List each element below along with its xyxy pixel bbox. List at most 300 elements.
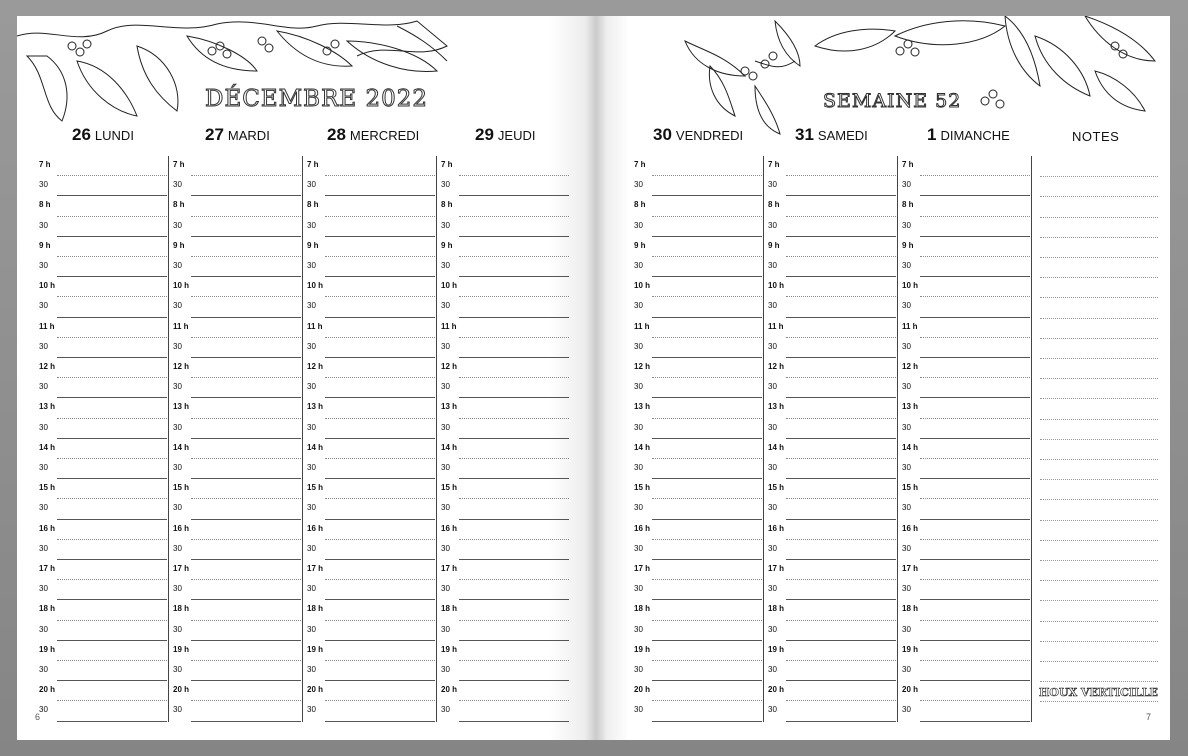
time-slot[interactable]	[35, 176, 169, 196]
time-label: 30	[173, 503, 182, 513]
time-label: 18 h	[173, 604, 190, 614]
time-slot[interactable]	[303, 419, 437, 439]
time-slot[interactable]	[303, 479, 437, 499]
time-slot[interactable]	[437, 479, 571, 499]
time-slot[interactable]	[35, 378, 169, 398]
time-slot[interactable]	[898, 580, 1032, 600]
time-slot[interactable]	[437, 560, 571, 580]
time-slot[interactable]	[169, 459, 303, 479]
time-slot[interactable]	[764, 499, 898, 519]
time-slot[interactable]	[437, 580, 571, 600]
time-slot[interactable]	[303, 459, 437, 479]
time-label: 12 h	[634, 362, 651, 371]
time-label: 30	[173, 180, 182, 190]
time-slot[interactable]	[437, 237, 571, 257]
time-label: 14 h	[768, 442, 785, 452]
time-slot[interactable]	[169, 681, 303, 701]
time-label: 13 h	[441, 402, 458, 412]
time-slot[interactable]	[35, 600, 169, 620]
time-slot[interactable]	[169, 621, 303, 641]
time-slot[interactable]	[169, 439, 303, 459]
time-slot[interactable]	[437, 297, 571, 317]
notes-area[interactable]	[1040, 156, 1158, 722]
time-label: 30	[902, 624, 911, 634]
notes-line	[1040, 358, 1158, 359]
notes-line	[1040, 459, 1158, 460]
time-label: 30	[173, 584, 182, 594]
time-label: 30	[39, 463, 48, 472]
time-slot[interactable]	[303, 560, 437, 580]
time-slot[interactable]	[35, 520, 169, 540]
time-slot[interactable]	[630, 600, 764, 620]
time-slot[interactable]	[630, 439, 764, 459]
time-slot[interactable]	[35, 419, 169, 439]
time-slot[interactable]	[764, 358, 898, 378]
time-label: 30	[307, 180, 316, 190]
time-label: 30	[634, 665, 643, 674]
time-label: 10 h	[768, 281, 785, 291]
time-slot[interactable]	[764, 520, 898, 540]
writing-line	[459, 721, 569, 722]
time-label: 14 h	[173, 442, 190, 452]
time-slot[interactable]	[303, 681, 437, 701]
time-label: 30	[634, 503, 643, 513]
time-slot[interactable]	[630, 358, 764, 378]
time-label: 30	[173, 463, 182, 472]
time-slot[interactable]	[764, 621, 898, 641]
notes-line	[1040, 701, 1158, 702]
time-label: 30	[173, 301, 182, 311]
time-slot[interactable]	[898, 439, 1032, 459]
time-slot[interactable]	[764, 661, 898, 681]
time-slot[interactable]	[35, 560, 169, 580]
day-number: 30	[653, 125, 672, 144]
time-slot[interactable]	[169, 237, 303, 257]
time-slot[interactable]	[898, 701, 1032, 721]
time-slot[interactable]	[169, 257, 303, 277]
time-slot[interactable]	[764, 580, 898, 600]
time-slot[interactable]	[35, 459, 169, 479]
time-slot[interactable]	[35, 358, 169, 378]
time-slot[interactable]	[35, 641, 169, 661]
time-slot[interactable]	[764, 398, 898, 418]
time-slot[interactable]	[303, 600, 437, 620]
notes-line	[1040, 257, 1158, 258]
time-slot[interactable]	[630, 459, 764, 479]
time-slot[interactable]	[303, 358, 437, 378]
time-slot[interactable]	[630, 277, 764, 297]
time-slot[interactable]	[898, 358, 1032, 378]
time-slot[interactable]	[303, 701, 437, 721]
time-label: 9 h	[768, 240, 780, 250]
time-label: 19 h	[768, 644, 785, 654]
notes-line	[1040, 398, 1158, 399]
time-label: 7 h	[39, 160, 51, 169]
time-slot[interactable]	[437, 318, 571, 338]
time-label: 30	[307, 584, 316, 594]
time-slot[interactable]	[764, 338, 898, 358]
time-label: 8 h	[634, 200, 646, 210]
time-label: 30	[441, 543, 450, 553]
time-slot[interactable]	[764, 156, 898, 176]
time-label: 30	[902, 180, 911, 190]
time-label: 12 h	[307, 362, 324, 371]
time-slot[interactable]	[764, 701, 898, 721]
time-slot[interactable]	[898, 419, 1032, 439]
time-slot[interactable]	[35, 398, 169, 418]
time-slot[interactable]	[437, 459, 571, 479]
time-slot[interactable]	[303, 277, 437, 297]
time-label: 7 h	[768, 160, 780, 169]
time-slot[interactable]	[764, 600, 898, 620]
time-slot[interactable]	[35, 257, 169, 277]
day-column	[764, 156, 898, 722]
time-label: 30	[902, 301, 911, 311]
time-slot[interactable]	[169, 217, 303, 237]
time-slot[interactable]	[898, 156, 1032, 176]
time-slot[interactable]	[169, 196, 303, 216]
time-slot[interactable]	[898, 277, 1032, 297]
time-label: 7 h	[902, 160, 914, 169]
time-label: 30	[768, 220, 777, 230]
time-label: 14 h	[902, 442, 919, 452]
time-slot[interactable]	[898, 217, 1032, 237]
time-slot[interactable]	[35, 237, 169, 257]
time-slot[interactable]	[169, 297, 303, 317]
time-slot[interactable]	[630, 176, 764, 196]
time-slot[interactable]	[437, 419, 571, 439]
time-slot[interactable]	[35, 217, 169, 237]
time-label: 8 h	[39, 200, 51, 210]
time-slot[interactable]	[169, 156, 303, 176]
time-label: 30	[768, 624, 777, 634]
time-slot[interactable]	[35, 701, 169, 721]
time-slot[interactable]	[169, 358, 303, 378]
time-slot[interactable]	[630, 641, 764, 661]
time-slot[interactable]	[630, 681, 764, 701]
time-slot[interactable]	[437, 217, 571, 237]
time-slot[interactable]	[764, 196, 898, 216]
time-slot[interactable]	[630, 257, 764, 277]
time-label: 7 h	[307, 160, 319, 169]
time-label: 10 h	[307, 281, 324, 291]
time-label: 30	[441, 463, 450, 472]
notes-line	[1040, 217, 1158, 218]
time-slot[interactable]	[437, 156, 571, 176]
time-label: 30	[441, 665, 450, 674]
time-slot[interactable]	[764, 439, 898, 459]
time-slot[interactable]	[169, 701, 303, 721]
time-slot[interactable]	[630, 419, 764, 439]
time-label: 7 h	[441, 160, 453, 169]
time-slot[interactable]	[630, 398, 764, 418]
time-slot[interactable]	[303, 176, 437, 196]
time-slot[interactable]	[764, 479, 898, 499]
time-slot[interactable]	[437, 398, 571, 418]
time-label: 30	[39, 180, 48, 190]
time-slot[interactable]	[630, 520, 764, 540]
time-slot[interactable]	[898, 560, 1032, 580]
day-number: 1	[927, 125, 937, 144]
time-slot[interactable]	[437, 358, 571, 378]
time-label: 13 h	[39, 402, 56, 412]
time-slot[interactable]	[630, 318, 764, 338]
time-slot[interactable]	[898, 338, 1032, 358]
time-slot[interactable]	[303, 297, 437, 317]
time-label: 9 h	[441, 240, 453, 250]
time-label: 30	[768, 584, 777, 594]
time-slot[interactable]	[898, 459, 1032, 479]
time-slot[interactable]	[630, 661, 764, 681]
time-slot[interactable]	[437, 499, 571, 519]
time-slot[interactable]	[303, 338, 437, 358]
time-slot[interactable]	[764, 237, 898, 257]
time-label: 30	[902, 422, 911, 432]
time-slot[interactable]	[35, 156, 169, 176]
time-label: 30	[902, 543, 911, 553]
page-number: 7	[1146, 712, 1152, 722]
time-slot[interactable]	[898, 176, 1032, 196]
time-slot[interactable]	[898, 196, 1032, 216]
time-slot[interactable]	[764, 681, 898, 701]
time-slot[interactable]	[169, 318, 303, 338]
time-label: 18 h	[441, 604, 458, 614]
time-label: 30	[173, 341, 182, 351]
time-slot[interactable]	[169, 176, 303, 196]
writing-line	[652, 721, 762, 722]
time-label: 16 h	[441, 523, 458, 533]
time-label: 16 h	[307, 523, 324, 533]
time-label: 20 h	[173, 685, 190, 695]
time-label: 12 h	[441, 362, 458, 371]
time-label: 17 h	[768, 564, 785, 573]
time-label: 15 h	[768, 483, 785, 493]
time-slot[interactable]	[437, 196, 571, 216]
time-slot[interactable]	[630, 540, 764, 560]
time-label: 30	[173, 422, 182, 432]
notes-line	[1040, 439, 1158, 440]
time-label: 14 h	[634, 442, 651, 452]
time-slot[interactable]	[898, 378, 1032, 398]
time-slot[interactable]	[437, 520, 571, 540]
time-slot[interactable]	[169, 520, 303, 540]
time-slot[interactable]	[303, 196, 437, 216]
time-slot[interactable]	[303, 621, 437, 641]
time-slot[interactable]	[898, 661, 1032, 681]
time-slot[interactable]	[35, 439, 169, 459]
time-slot[interactable]	[437, 277, 571, 297]
time-slot[interactable]	[630, 701, 764, 721]
time-slot[interactable]	[303, 641, 437, 661]
day-header-27	[205, 125, 270, 145]
time-label: 20 h	[634, 685, 651, 695]
time-slot[interactable]	[764, 560, 898, 580]
time-slot[interactable]	[898, 297, 1032, 317]
time-label: 30	[902, 220, 911, 230]
time-slot[interactable]	[169, 398, 303, 418]
time-slot[interactable]	[303, 318, 437, 338]
day-header-31	[795, 125, 868, 145]
time-label: 30	[902, 584, 911, 594]
time-slot[interactable]	[35, 681, 169, 701]
time-slot[interactable]	[764, 459, 898, 479]
time-slot[interactable]	[630, 499, 764, 519]
time-label: 17 h	[902, 564, 919, 573]
time-label: 30	[768, 543, 777, 553]
time-slot[interactable]	[437, 600, 571, 620]
time-label: 20 h	[902, 685, 919, 695]
time-label: 20 h	[441, 685, 458, 695]
day-column	[169, 156, 303, 722]
time-slot[interactable]	[898, 499, 1032, 519]
time-slot[interactable]	[303, 217, 437, 237]
time-label: 14 h	[39, 442, 56, 452]
time-slot[interactable]	[898, 257, 1032, 277]
time-slot[interactable]	[303, 398, 437, 418]
time-label: 14 h	[441, 442, 458, 452]
time-slot[interactable]	[898, 621, 1032, 641]
time-slot[interactable]	[35, 580, 169, 600]
time-label: 30	[39, 665, 48, 674]
right-page	[595, 16, 1170, 740]
time-slot[interactable]	[764, 641, 898, 661]
time-slot[interactable]	[303, 257, 437, 277]
time-slot[interactable]	[898, 318, 1032, 338]
time-slot[interactable]	[35, 318, 169, 338]
time-slot[interactable]	[630, 580, 764, 600]
time-slot[interactable]	[437, 540, 571, 560]
notes-line	[1040, 661, 1158, 662]
time-slot[interactable]	[169, 560, 303, 580]
time-slot[interactable]	[169, 499, 303, 519]
time-slot[interactable]	[764, 540, 898, 560]
time-slot[interactable]	[764, 176, 898, 196]
time-slot[interactable]	[303, 520, 437, 540]
time-slot[interactable]	[630, 338, 764, 358]
time-slot[interactable]	[437, 176, 571, 196]
time-label: 30	[173, 220, 182, 230]
day-header-30	[653, 125, 743, 145]
time-slot[interactable]	[169, 600, 303, 620]
left-page	[17, 16, 595, 740]
time-slot[interactable]	[898, 398, 1032, 418]
notes-line	[1040, 499, 1158, 500]
time-slot[interactable]	[169, 419, 303, 439]
time-slot[interactable]	[898, 540, 1032, 560]
time-slot[interactable]	[303, 156, 437, 176]
time-slot[interactable]	[169, 661, 303, 681]
time-slot[interactable]	[898, 520, 1032, 540]
time-slot[interactable]	[35, 540, 169, 560]
time-slot[interactable]	[437, 439, 571, 459]
time-slot[interactable]	[630, 479, 764, 499]
time-slot[interactable]	[630, 297, 764, 317]
time-label: 30	[307, 422, 316, 432]
time-label: 10 h	[902, 281, 919, 291]
time-label: 12 h	[39, 362, 56, 371]
time-slot[interactable]	[35, 196, 169, 216]
time-slot[interactable]	[437, 701, 571, 721]
time-slot[interactable]	[898, 479, 1032, 499]
time-label: 8 h	[441, 200, 453, 210]
time-slot[interactable]	[898, 681, 1032, 701]
notes-line	[1040, 540, 1158, 541]
time-slot[interactable]	[630, 621, 764, 641]
time-label: 30	[902, 705, 911, 715]
time-slot[interactable]	[169, 641, 303, 661]
time-slot[interactable]	[764, 217, 898, 237]
time-slot[interactable]	[630, 378, 764, 398]
time-slot[interactable]	[303, 378, 437, 398]
time-slot[interactable]	[437, 641, 571, 661]
time-slot[interactable]	[169, 479, 303, 499]
time-slot[interactable]	[764, 297, 898, 317]
time-label: 9 h	[173, 240, 185, 250]
time-slot[interactable]	[303, 237, 437, 257]
time-slot[interactable]	[169, 580, 303, 600]
time-label: 30	[768, 422, 777, 432]
time-slot[interactable]	[630, 237, 764, 257]
time-slot[interactable]	[303, 540, 437, 560]
time-slot[interactable]	[303, 661, 437, 681]
time-slot[interactable]	[169, 277, 303, 297]
time-label: 30	[39, 261, 48, 270]
time-slot[interactable]	[35, 479, 169, 499]
time-slot[interactable]	[630, 156, 764, 176]
time-slot[interactable]	[437, 681, 571, 701]
time-slot[interactable]	[764, 378, 898, 398]
time-slot[interactable]	[437, 338, 571, 358]
time-slot[interactable]	[437, 378, 571, 398]
time-slot[interactable]	[169, 540, 303, 560]
time-slot[interactable]	[35, 661, 169, 681]
time-slot[interactable]	[898, 600, 1032, 620]
time-slot[interactable]	[630, 217, 764, 237]
time-label: 12 h	[902, 362, 919, 371]
time-slot[interactable]	[35, 621, 169, 641]
time-slot[interactable]	[169, 378, 303, 398]
time-slot[interactable]	[630, 196, 764, 216]
time-slot[interactable]	[764, 419, 898, 439]
time-slot[interactable]	[169, 338, 303, 358]
time-slot[interactable]	[303, 499, 437, 519]
time-label: 17 h	[39, 564, 56, 573]
time-slot[interactable]	[437, 621, 571, 641]
time-slot[interactable]	[35, 297, 169, 317]
time-slot[interactable]	[35, 338, 169, 358]
time-slot[interactable]	[898, 641, 1032, 661]
illustration-caption: HOUX VERTICILLE	[1039, 686, 1158, 699]
time-label: 12 h	[768, 362, 785, 371]
time-label: 20 h	[39, 685, 56, 695]
time-slot[interactable]	[630, 560, 764, 580]
time-label: 30	[39, 422, 48, 432]
notes-line	[1040, 479, 1158, 480]
time-slot[interactable]	[437, 257, 571, 277]
time-slot[interactable]	[437, 661, 571, 681]
time-slot[interactable]	[764, 318, 898, 338]
time-label: 17 h	[307, 564, 324, 573]
time-slot[interactable]	[35, 277, 169, 297]
time-slot[interactable]	[303, 580, 437, 600]
time-slot[interactable]	[303, 439, 437, 459]
time-label: 30	[634, 382, 643, 392]
time-slot[interactable]	[898, 237, 1032, 257]
time-slot[interactable]	[764, 257, 898, 277]
time-slot[interactable]	[764, 277, 898, 297]
time-label: 16 h	[634, 523, 651, 533]
time-slot[interactable]	[35, 499, 169, 519]
